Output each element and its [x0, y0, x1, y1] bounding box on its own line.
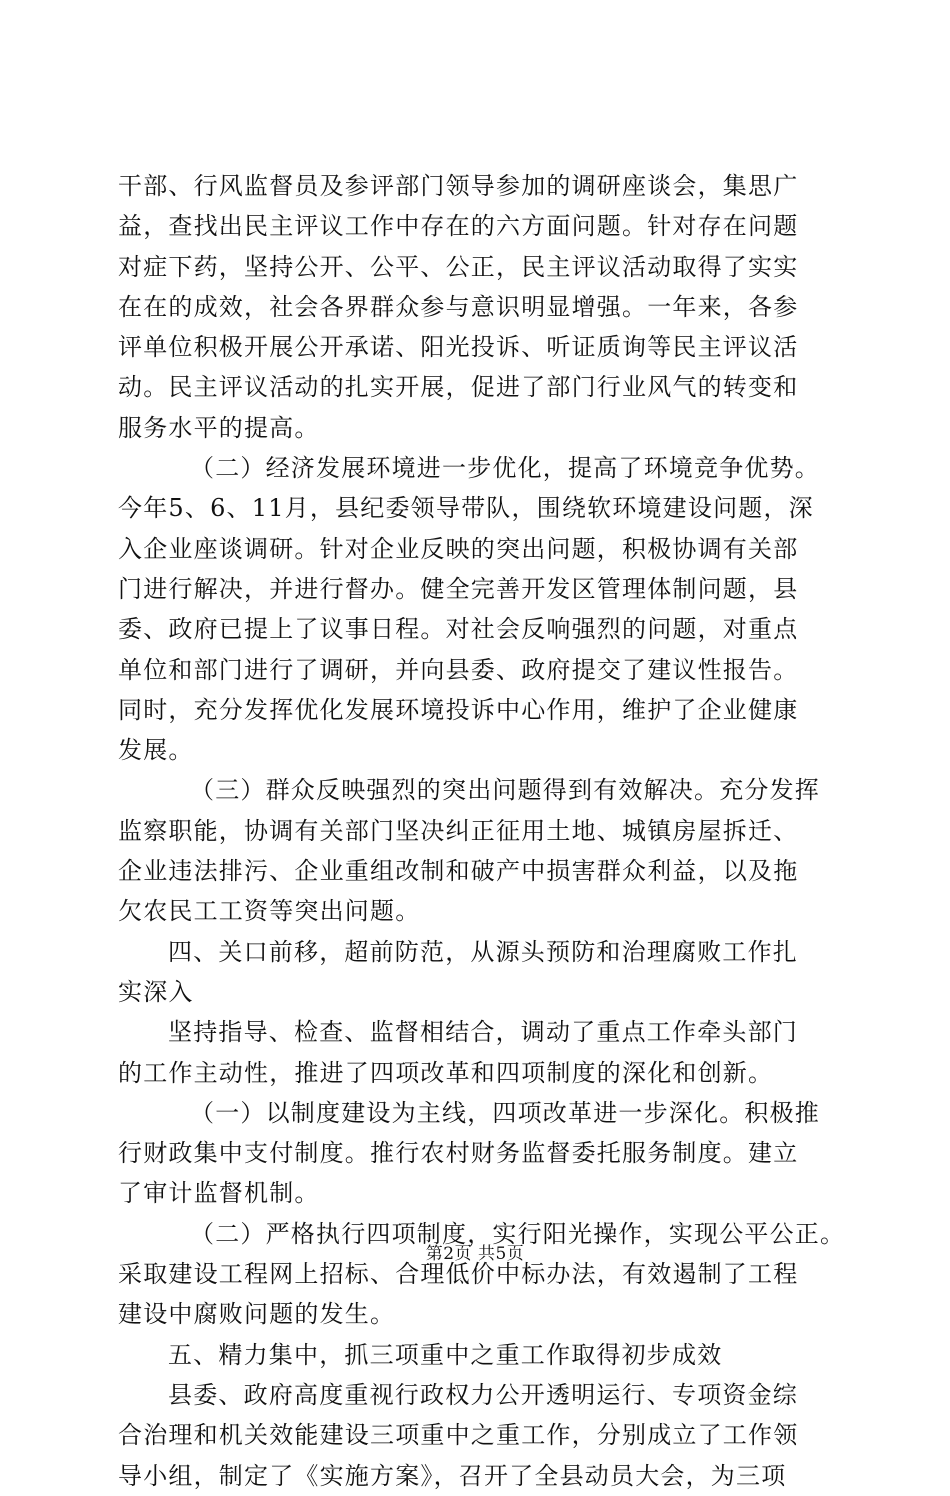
section-heading: 五、精力集中，抓三项重中之重工作取得初步成效: [168, 1340, 723, 1369]
text-line: 入企业座谈调研。针对企业反映的突出问题，积极协调有关部: [118, 534, 799, 563]
text-line: 欠农民工工资等突出问题。: [118, 897, 421, 926]
text-line: 企业违法排污、企业重组改制和破产中损害群众利益，以及拖: [118, 857, 799, 886]
text-line: 干部、行风监督员及参评部门领导参加的调研座谈会，集思广: [118, 172, 799, 200]
text-line: 建设中腐败问题的发生。: [118, 1300, 396, 1329]
text-line: 同时，充分发挥优化发展环境投诉中心作用，维护了企业健康: [118, 695, 799, 724]
text-line: 实深入: [118, 977, 194, 1006]
paragraph-heading: （一）以制度建设为主线，四项改革进一步深化。积极推: [190, 1098, 820, 1127]
text-line: 门进行解决，并进行督办。健全完善开发区管理体制问题，县: [118, 574, 799, 603]
text-line: 动。民主评议活动的扎实开展，促进了部门行业风气的转变和: [118, 373, 799, 402]
page-number: 第2页 共5页: [425, 1244, 525, 1264]
paragraph-heading: （二）严格执行四项制度，实行阳光操作，实现公平公正。: [190, 1219, 846, 1248]
text-line: 行财政集中支付制度。推行农村财务监督委托服务制度。建立: [118, 1139, 799, 1168]
text-line: 对症下药，坚持公开、公平、公正，民主评议活动取得了实实: [118, 252, 799, 281]
document-body: [118, 166, 846, 1496]
text-line: 导小组，制定了《实施方案》，召开了全县动员大会，为三项: [118, 1461, 787, 1490]
text-line: 在在的成效，社会各界群众参与意识明显增强。一年来，各参: [118, 292, 799, 321]
text-line: 益，查找出民主评议工作中存在的六方面问题。针对存在问题: [118, 212, 799, 241]
text-line: 的工作主动性，推进了四项改革和四项制度的深化和创新。: [118, 1058, 774, 1087]
text-line: 合治理和机关效能建设三项重中之重工作，分别成立了工作领: [118, 1421, 799, 1450]
page-footer: [0, 1243, 950, 1265]
text-line: 今年5、6、11月，县纪委领导带队，围绕软环境建设问题，深: [118, 494, 814, 523]
text-line: 监察职能，协调有关部门坚决纠正征用土地、城镇房屋拆迁、: [118, 816, 799, 845]
text-line: 坚持指导、检查、监督相结合，调动了重点工作牵头部门: [168, 1018, 798, 1047]
text-line: 评单位积极开展公开承诺、阳光投诉、听证质询等民主评议活: [118, 333, 799, 362]
text-line: 委、政府已提上了议事日程。对社会反响强烈的问题，对重点: [118, 615, 799, 644]
section-heading: 四、关口前移，超前防范，从源头预防和治理腐败工作扎: [168, 937, 798, 966]
paragraph-heading: （三）群众反映强烈的突出问题得到有效解决。充分发挥: [190, 776, 820, 805]
text-line: 了审计监督机制。: [118, 1179, 320, 1208]
text-line: 发展。: [118, 736, 194, 765]
text-line: 单位和部门进行了调研，并向县委、政府提交了建议性报告。: [118, 655, 799, 684]
paragraph-heading: （二）经济发展环境进一步优化，提高了环境竞争优势。: [190, 454, 820, 483]
text-line: 服务水平的提高。: [118, 413, 320, 442]
text-line: 采取建设工程网上招标、合理低价中标办法，有效遏制了工程: [118, 1260, 799, 1289]
text-line: 县委、政府高度重视行政权力公开透明运行、专项资金综: [168, 1380, 798, 1409]
